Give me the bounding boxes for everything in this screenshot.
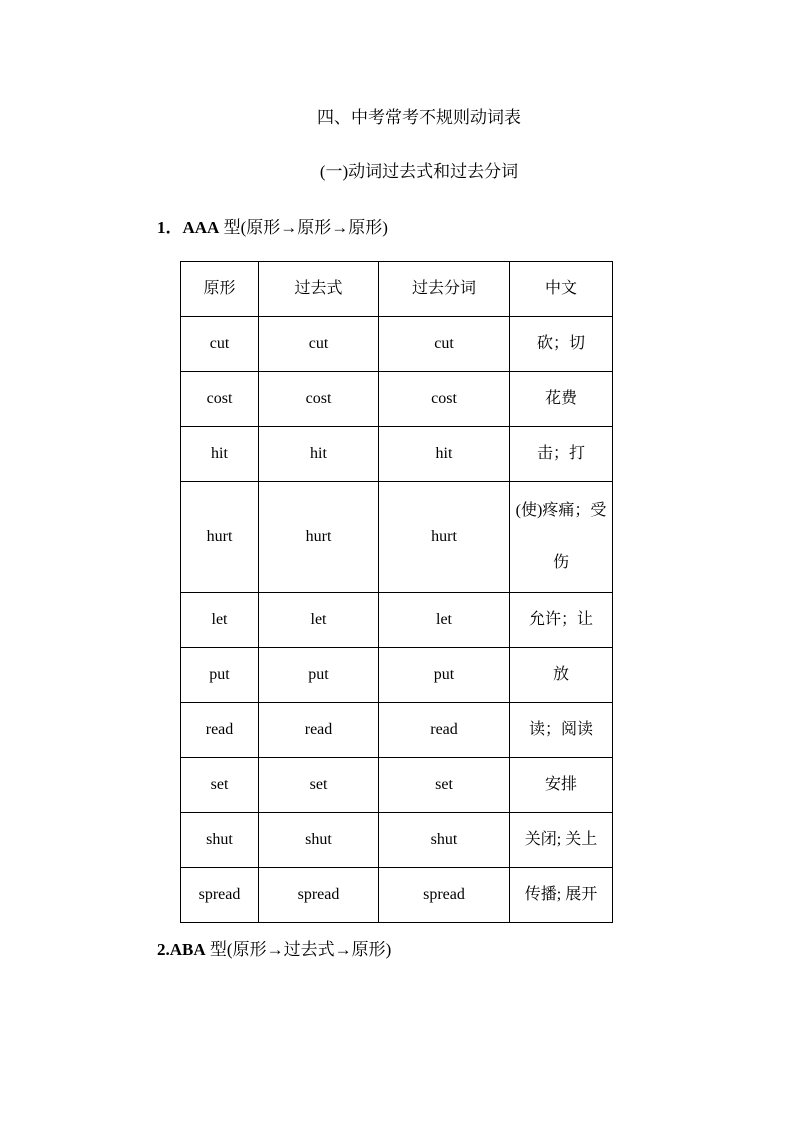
base-form-cell: put [181,648,259,703]
base-form-cell: set [181,758,259,813]
meaning-cell: 读；阅读 [510,703,613,758]
meaning-cell: 关闭; 关上 [510,813,613,868]
past-participle-cell: hurt [379,482,510,593]
past-participle-cell: cut [379,317,510,372]
meaning-cell: 砍；切 [510,317,613,372]
past-participle-cell: put [379,648,510,703]
past-participle-cell: let [379,593,510,648]
base-form-cell: hurt [181,482,259,593]
past-participle-cell: cost [379,372,510,427]
past-participle-cell: hit [379,427,510,482]
table-row [181,593,613,648]
past-tense-cell: shut [259,813,379,868]
section-heading-aaa [157,217,388,239]
table-header-row [181,262,613,317]
base-form-cell: hit [181,427,259,482]
page-subtitle: (一)动词过去式和过去分词 [319,162,519,181]
column-header: 过去式 [259,262,379,317]
table-row [181,703,613,758]
table-row [181,868,613,923]
section-label: 型(原形→过去式→原形) [205,940,392,959]
section-number: 2.ABA [157,940,206,959]
past-tense-cell: cost [259,372,379,427]
column-header: 原形 [181,262,259,317]
past-participle-cell: set [379,758,510,813]
table-row [181,813,613,868]
meaning-cell: 传播; 展开 [510,868,613,923]
page-title: 四、中考常考不规则动词表 [317,108,521,127]
base-form-cell: shut [181,813,259,868]
base-form-cell: let [181,593,259,648]
meaning-cell: 放 [510,648,613,703]
meaning-cell: 击；打 [510,427,613,482]
base-form-cell: cut [181,317,259,372]
past-tense-cell: set [259,758,379,813]
table-row [181,648,613,703]
base-form-cell: cost [181,372,259,427]
past-tense-cell: hurt [259,482,379,593]
table-row [181,372,613,427]
table-row [181,758,613,813]
section-number: 1．AAA [157,218,220,237]
meaning-cell: 允许；让 [510,593,613,648]
table-row [181,317,613,372]
past-tense-cell: cut [259,317,379,372]
past-tense-cell: spread [259,868,379,923]
meaning-cell: 安排 [510,758,613,813]
table-row [181,482,613,593]
table-row [181,427,613,482]
column-header: 中文 [510,262,613,317]
past-tense-cell: hit [259,427,379,482]
past-tense-cell: let [259,593,379,648]
past-tense-cell: read [259,703,379,758]
past-participle-cell: spread [379,868,510,923]
past-participle-cell: shut [379,813,510,868]
base-form-cell: read [181,703,259,758]
meaning-cell: 花费 [510,372,613,427]
past-tense-cell: put [259,648,379,703]
column-header: 过去分词 [379,262,510,317]
base-form-cell: spread [181,868,259,923]
past-participle-cell: read [379,703,510,758]
section-heading-aba [157,939,391,961]
meaning-cell: (使)疼痛；受伤 [510,482,613,593]
section-label: 型(原形→原形→原形) [219,218,388,237]
verb-table [180,261,613,923]
